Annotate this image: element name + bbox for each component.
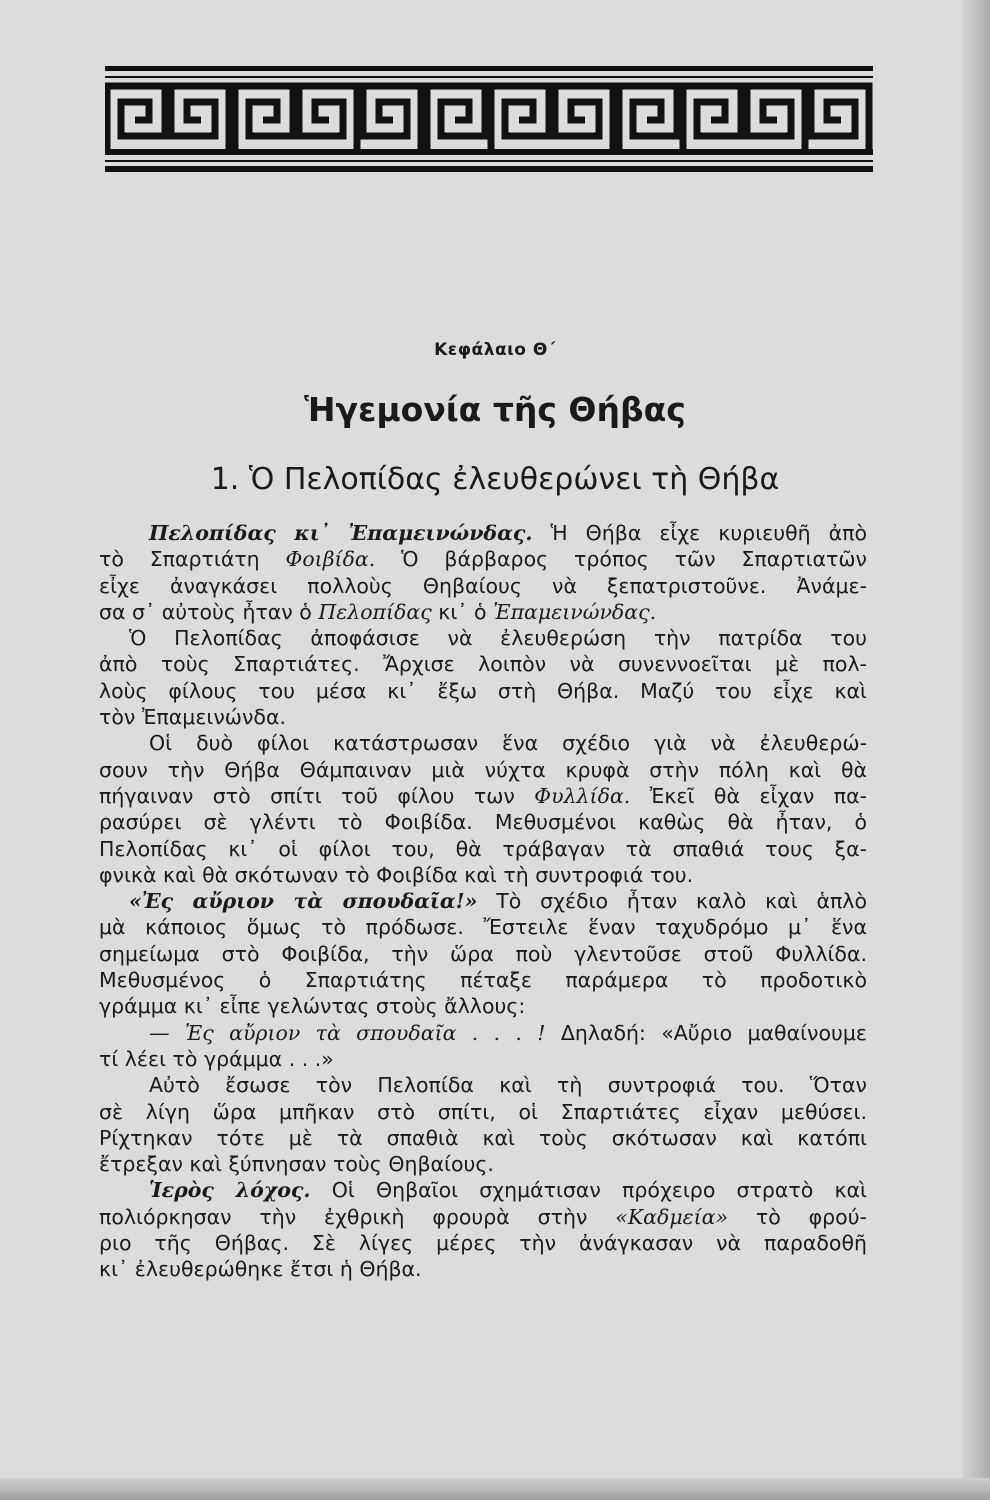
text-line: κι᾽ ἐλευθερώθηκε ἔτσι ἡ Θήβα.: [99, 1257, 422, 1282]
text-line: Αὐτὸ ἔσωσε τὸν Πελοπίδα καὶ τὴ συντροφιά του. Ὅταν: [149, 1073, 867, 1098]
text-line: λοὺς φίλους του μέσα κι᾽ ἔξω στὴ Θήβα. Μαζύ του εἶχε καὶ: [99, 678, 867, 703]
text-line: σημείωμα στὸ Φοιβίδα, τὴν ὥρα ποὺ γλεντοῦσε στοῦ Φυλλίδα.: [99, 941, 867, 966]
text-line: φνικὰ καὶ θὰ σκότωναν τὸ Φοιβίδα καὶ τὴ συντροφιά του.: [99, 862, 694, 887]
meander-unit: [363, 86, 421, 152]
meander-unit: [171, 86, 229, 152]
text-line: ἔτρεξαν καὶ ξύπνησαν τοὺς Θηβαίους.: [99, 1152, 494, 1177]
chapter-label: Κεφάλαιο Θ΄: [434, 340, 556, 360]
meander-unit: [619, 86, 677, 152]
border-bottom-thin-rule: [105, 160, 873, 162]
meander-unit: [491, 86, 549, 152]
border-top-rule: [105, 66, 873, 71]
side-heading: Ἱερὸς λόχος.: [149, 1178, 311, 1203]
section-title: 1. Ὁ Πελοπίδας ἐλευθερώνει τὴ Θήβα: [210, 462, 780, 497]
meander-unit: [235, 86, 293, 152]
text-line: γράμμα κι᾽ εἶπε γελώντας στοὺς ἄλλους:: [99, 994, 526, 1019]
border-bottom-rule: [105, 166, 873, 172]
border-top-thin-rule: [105, 76, 873, 78]
body-text: [99, 520, 867, 1283]
text-line: «Ἐς αὔριον τὰ σπουδαῖα!» Τὸ σχέδιο ἦταν καλὸ καὶ ἁπλὸ: [129, 889, 867, 914]
text-line: εἶχε ἀναγκάσει πολλοὺς Θηβαίους νὰ ξεπατριστοῦνε. Ἀνάμε-: [99, 573, 867, 598]
text-line: Πελοπίδας κι᾽ Ἐπαμεινώνδας. Ἡ Θήβα εἶχε κυριευθῆ ἀπὸ: [149, 521, 867, 545]
meander-unit: [811, 86, 869, 152]
text-line: ρασύρει σὲ γλέντι τὸ Φοιβίδα. Μεθυσμένοι καθὼς θὰ ἦταν, ὁ: [99, 810, 867, 835]
page-bottom-shadow: [0, 1478, 990, 1500]
text-line: τὸν Ἐπαμεινώνδα.: [99, 705, 286, 730]
meander-unit: [683, 86, 741, 152]
text-line: Ἱερὸς λόχος. Οἱ Θηβαῖοι σχημάτισαν πρόχειρο στρατὸ καὶ: [149, 1178, 867, 1203]
text-line: τὸ Σπαρτιάτη Φοιβίδα. Ὁ βάρβαρος τρόπος τῶν Σπαρτιατῶν: [99, 547, 867, 572]
text-line: σα σ᾽ αὐτοὺς ἦταν ὁ Πελοπίδας κι᾽ ὁ Ἐπαμεινώνδας.: [99, 599, 657, 624]
text-line: Οἱ δυὸ φίλοι κατάστρωσαν ἕνα σχέδιο γιὰ νὰ ἐλευθερώ-: [149, 731, 867, 756]
text-line: πολιόρκησαν τὴν ἐχθρικὴ φρουρὰ στὴν «Καδμεία» τὸ φρού-: [99, 1204, 867, 1229]
meander-unit: [107, 86, 165, 152]
meander-baseline: [105, 149, 873, 155]
side-heading: Πελοπίδας κι᾽ Ἐπαμεινώνδας.: [149, 521, 533, 545]
text-line: Μεθυσμένος ὁ Σπαρτιάτης πέταξε παράμερα τὸ προδοτικὸ: [99, 968, 867, 993]
text-line: Ρίχτηκαν τότε μὲ τὰ σπαθιὰ καὶ τοὺς σκότωσαν καὶ κατόπι: [99, 1125, 867, 1150]
text-line: — Ἐς αὔριον τὰ σπουδαῖα . . . ! Δηλαδή: «Αὔριο μαθαίνουμε: [149, 1020, 867, 1045]
text-line: Πελοπίδας κι᾽ οἱ φίλοι του, θὰ τράβαγαν τὰ σπαθιά τους ξα-: [99, 836, 867, 861]
text-line: ριο τῆς Θήβας. Σὲ λίγες μέρες τὴν ἀνάγκασαν νὰ παραδοθῆ: [99, 1231, 867, 1256]
text-line: σὲ λίγη ὥρα μπῆκαν στὸ σπίτι, οἱ Σπαρτιάτες εἶχαν μεθύσει.: [99, 1099, 867, 1124]
text-line: μὰ κάποιος ὅμως τὸ πρόδωσε. Ἔστειλε ἕναν ταχυδρόμο μ᾽ ἕνα: [99, 915, 867, 940]
text-line: Ὁ Πελοπίδας ἀποφάσισε νὰ ἐλευθερώση τὴν πατρίδα του: [129, 626, 867, 651]
meander-unit: [747, 86, 805, 152]
chapter-title: Ἡγεμονία τῆς Θήβας: [304, 390, 686, 429]
text-line: σουν τὴν Θήβα Θάμπαιναν μιὰ νύχτα κρυφὰ στὴν πόλη καὶ θὰ: [99, 757, 867, 782]
meander-unit: [427, 86, 485, 152]
text-line: πήγαιναν στὸ σπίτι τοῦ φίλου των Φυλλίδα. Ἐκεῖ θὰ εἶχαν πα-: [99, 783, 867, 808]
text-line: τί λέει τὸ γράμμα . . .»: [99, 1046, 334, 1071]
side-heading: «Ἐς αὔριον τὰ σπουδαῖα!»: [129, 889, 478, 914]
meander-unit: [555, 86, 613, 152]
greek-key-border: [105, 62, 873, 180]
page-edge-shadow: [962, 0, 990, 1500]
text-line: ἀπὸ τοὺς Σπαρτιάτες. Ἄρχισε λοιπὸν νὰ συνεννοεῖται μὲ πολ-: [99, 652, 867, 677]
meander-unit: [299, 86, 357, 152]
